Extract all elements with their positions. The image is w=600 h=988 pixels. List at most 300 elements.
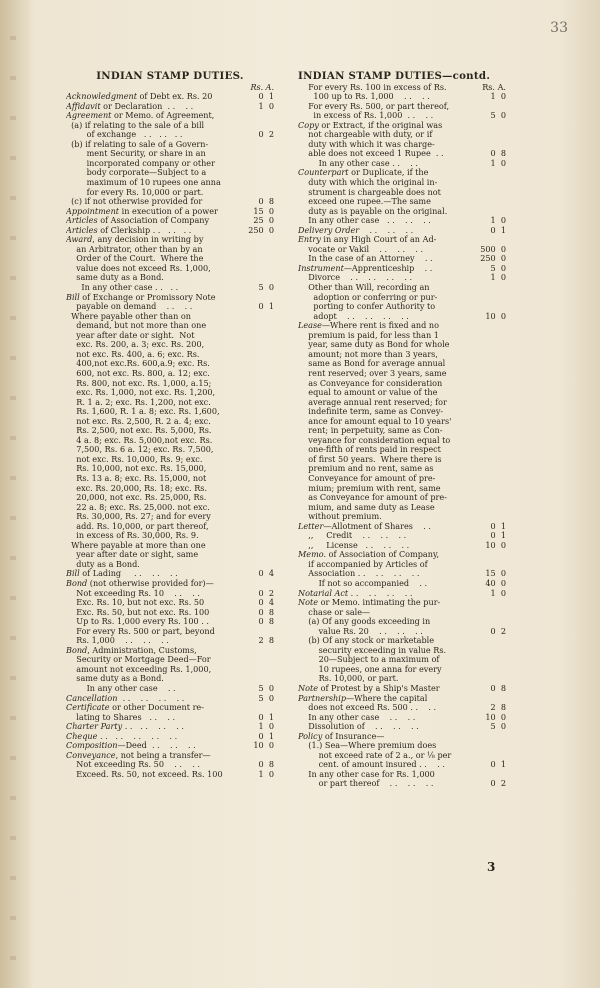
entry-text: Not exceeding Rs. 50 . . . . — [66, 760, 200, 770]
entry-text: an Arbitrator, other than by an — [66, 244, 203, 254]
entry-text: average annual rent reserved; for — [298, 397, 447, 407]
duty-entry-line — [298, 741, 506, 751]
duty-entry-line — [66, 732, 274, 742]
duty-entry-line — [298, 732, 506, 742]
duty-entry-line — [66, 121, 274, 131]
duty-entry-line — [298, 207, 506, 217]
entry-text: Counterpart or Duplicate, if the — [298, 168, 429, 178]
entry-text: For every Rs. 100 in excess of Rs. — [298, 82, 447, 92]
entry-amount: 0 8 — [490, 683, 506, 693]
duty-entry-line — [66, 273, 274, 283]
entry-text: In any other case . . . . — [66, 283, 179, 293]
entry-text: Rs. 10,000, or part. — [298, 674, 399, 684]
entry-text: lating to Shares . . . . — [66, 712, 176, 722]
entry-text: Bond, Administration, Customs, — [66, 645, 197, 655]
duty-entry-line — [298, 579, 506, 589]
entry-text: Award, any decision in writing by — [66, 235, 204, 245]
entry-text: mium, and same duty as Lease — [298, 502, 435, 512]
entry-amount: 2 8 — [490, 702, 506, 713]
entry-text: Conveyance, not being a transfer— — [66, 750, 211, 760]
duty-entry-line — [298, 760, 506, 770]
entry-text: Certificate or other Document re- — [66, 703, 204, 713]
entry-text: same as Bond for average annual — [298, 359, 446, 369]
duty-entry-line — [298, 321, 506, 331]
entry-text: one-fifth of rents paid in respect — [298, 445, 441, 455]
duty-entry-line — [298, 283, 506, 293]
entry-amount: 40 0 — [485, 577, 506, 588]
duty-entry-line — [66, 264, 274, 274]
entry-amount: 1 0 — [490, 215, 506, 226]
entry-amount: 1 0 — [490, 91, 506, 102]
entry-amount: 0 2 — [490, 778, 506, 789]
entry-text: 7,500, Rs. 6 a. 12; exc. Rs. 7,500, — [66, 445, 214, 455]
entry-text: duty as is payable on the original. — [298, 206, 448, 216]
duty-entry-line — [298, 713, 506, 723]
entry-text: For every Rs. 500 or part, beyond — [66, 626, 215, 636]
entry-text: indefinite term, same as Convey- — [298, 407, 444, 417]
entry-text: Conveyance for amount of pre- — [298, 473, 436, 483]
duty-entry-line — [66, 245, 274, 255]
duty-entry-line — [298, 503, 506, 513]
entry-amount: 0 4 — [258, 568, 274, 579]
duty-entry-line — [66, 484, 274, 494]
duty-entry-line — [298, 550, 506, 560]
duty-entry-line — [66, 302, 274, 312]
entry-text: Rs. 1,000 . . . . . . — [66, 636, 169, 646]
entry-amount: 0 1 — [258, 301, 274, 312]
entry-text: 10 rupees, one anna for every — [298, 664, 442, 674]
duty-entry-line — [66, 359, 274, 369]
duty-entry-line — [66, 589, 274, 599]
entry-amount: 0 1 — [258, 730, 274, 741]
entry-text: Rs. 10,000, not exc. Rs. 15,000, — [66, 464, 207, 474]
entry-amount: 10 0 — [485, 310, 506, 321]
entry-text: Agreement or Memo. of Agreement, — [66, 111, 215, 121]
entry-text: Entry in any High Court of an Ad- — [298, 235, 437, 245]
entry-text: does not exceed Rs. 500 . . . . — [298, 703, 437, 713]
entry-amount: 0 2 — [258, 129, 274, 140]
duty-entry-line — [298, 417, 506, 427]
entry-text: Note or Memo. intimating the pur- — [298, 598, 441, 608]
duty-entry-line — [66, 617, 274, 627]
duty-entry-line — [66, 703, 274, 713]
duty-entry-line — [298, 340, 506, 350]
duty-entry-line — [66, 531, 274, 541]
duty-entry-line — [66, 770, 274, 780]
duty-entry-line — [66, 665, 274, 675]
entry-text: Note of Protest by a Ship's Master — [298, 684, 440, 693]
duty-entry-line — [298, 178, 506, 188]
entry-text: as Conveyance for amount of pre- — [298, 493, 447, 503]
entry-text: Composition—Deed . . . . . . — [66, 741, 196, 751]
entry-text: Where payable other than on — [66, 311, 191, 321]
page-binding-edge — [0, 0, 34, 988]
entry-text: amount; not more than 3 years, — [298, 349, 438, 359]
entry-text: duty with which the original in- — [298, 178, 438, 188]
duty-entry-line — [298, 617, 506, 627]
duty-entry-line — [298, 474, 506, 484]
entry-text: amount not exceeding Rs. 1,000, — [66, 664, 212, 674]
duty-entry-line — [66, 111, 274, 121]
entry-text: (a) if relating to the sale of a bill — [66, 120, 205, 130]
entry-amount: 1 0 — [490, 587, 506, 598]
duty-entry-line — [298, 493, 506, 503]
duty-entry-line — [298, 655, 506, 665]
left-column-unit-header: Rs. A. — [250, 82, 274, 92]
duty-entry-line — [298, 226, 506, 236]
entry-text: Articles of Clerkship . . . . . . — [66, 225, 192, 235]
entry-amount: 1 0 — [258, 721, 274, 732]
duty-entry-line — [66, 159, 274, 169]
entry-text: Rs. 30,000, Rs. 27; and for every — [66, 512, 211, 522]
duty-entry-line — [66, 350, 274, 360]
duty-entry-line — [298, 159, 506, 169]
duty-entry-line — [298, 722, 506, 732]
entry-text: able does not exceed 1 Rupee . . — [298, 149, 444, 159]
entry-text: incorporated company or other — [66, 158, 215, 168]
duty-entry-line — [298, 293, 506, 303]
duty-entry-line — [298, 407, 506, 417]
entry-text: Order of the Court. Where the — [66, 254, 204, 264]
entry-amount: 5 0 — [258, 692, 274, 703]
duty-entry-line — [66, 541, 274, 551]
entry-text: Exc. Rs. 50, but not exc. Rs. 100 — [66, 607, 210, 617]
entry-amount: Rs. A. — [482, 81, 506, 92]
left-column-title: INDIAN STAMP DUTIES. — [96, 70, 244, 82]
duty-entry-line — [298, 779, 506, 789]
duty-entry-line — [298, 541, 506, 551]
duty-entry-line — [66, 627, 274, 637]
duty-entry-line — [66, 445, 274, 455]
right-column — [298, 72, 506, 789]
duty-entry-line — [298, 569, 506, 579]
entry-amount: 5 0 — [490, 721, 506, 732]
duty-entry-line — [298, 751, 506, 761]
duty-entry-line — [298, 455, 506, 465]
duty-entry-line — [66, 388, 274, 398]
entry-text: year after date or sight, same — [66, 550, 199, 560]
entry-amount: 250 0 — [248, 224, 274, 235]
entry-text: premium and no rent, same as — [298, 464, 434, 474]
duty-entry-line — [298, 197, 506, 207]
entry-amount: 0 1 — [490, 520, 506, 531]
entry-text: In any other case . . . . . . — [298, 216, 431, 226]
entry-text: In any other case . . — [66, 684, 176, 693]
duty-entry-line — [66, 474, 274, 484]
duty-entry-line — [298, 245, 506, 255]
duty-entry-line — [298, 398, 506, 408]
duty-entry-line — [298, 426, 506, 436]
duty-entry-line — [66, 178, 274, 188]
duty-entry-line — [66, 598, 274, 608]
entry-amount: 5 0 — [258, 282, 274, 293]
entry-text: In any other case for Rs. 1,000 — [298, 769, 435, 779]
entry-text: exc. Rs. 200, a. 3; exc. Rs. 200, — [66, 340, 205, 350]
entry-text: Partnership—Where the capital — [298, 693, 428, 703]
duty-entry-line — [298, 188, 506, 198]
entry-text: Rs. 1,600, R. 1 a. 8; exc. Rs. 1,600, — [66, 407, 220, 417]
duty-entry-line — [66, 455, 274, 465]
entry-text: cent. of amount insured . . . . — [298, 760, 445, 770]
entry-text: Other than Will, recording an — [298, 283, 430, 293]
entry-text: duty as a Bond. — [66, 559, 140, 569]
entry-text: veyance for consideration equal to — [298, 435, 451, 445]
duty-entry-line — [298, 512, 506, 522]
duty-entry-line — [298, 121, 506, 131]
entry-text: Affidavit or Declaration . . . . — [66, 101, 194, 111]
corner-annotation: 33 — [550, 20, 568, 36]
duty-entry-line — [298, 302, 506, 312]
entry-text: not exc. Rs. 10,000, Rs. 9; exc. — [66, 454, 203, 464]
entry-amount: 1 0 — [258, 100, 274, 111]
entry-text: ,, Credit . . . . . . — [298, 531, 407, 541]
duty-entry-line — [298, 83, 506, 93]
duty-entry-line — [298, 254, 506, 264]
entry-amount: 10 0 — [253, 740, 274, 751]
duty-entry-line — [66, 493, 274, 503]
entry-text: 4 a. 8; exc. Rs. 5,000,not exc. Rs. — [66, 435, 213, 445]
duty-entry-line — [298, 665, 506, 675]
entry-text: equal to amount or value of the — [298, 388, 438, 398]
entry-text: not exc. Rs. 400, a. 6; exc. Rs. — [66, 349, 200, 359]
right-column-entries — [298, 83, 506, 789]
duty-entry-line — [66, 168, 274, 178]
entry-amount: 0 8 — [258, 196, 274, 207]
duty-entry-line — [66, 550, 274, 560]
entry-text: year, same duty as Bond for whole — [298, 340, 450, 350]
entry-text: without premium. — [298, 512, 382, 522]
entry-text: 600, not exc. Rs. 800, a. 12; exc. — [66, 368, 210, 378]
duty-entry-line — [66, 149, 274, 159]
entry-amount: 0 1 — [258, 711, 274, 722]
entry-text: not exc. Rs. 2,500, R. 2 a. 4; exc. — [66, 416, 211, 426]
duty-entry-line — [298, 484, 506, 494]
entry-amount: 0 8 — [490, 148, 506, 159]
entry-text: If not so accompanied . . — [298, 578, 428, 588]
entry-text: Exceed. Rs. 50, not exceed. Rs. 100 — [66, 769, 223, 779]
duty-entry-line — [66, 226, 274, 236]
duty-entry-line — [66, 674, 274, 684]
entry-amount: 0 1 — [258, 91, 274, 102]
duty-entry-line — [66, 331, 274, 341]
left-column-entries — [66, 92, 274, 779]
entry-amount: 0 1 — [490, 224, 506, 235]
entry-text: in excess of Rs. 30,000, Rs. 9. — [66, 531, 199, 541]
duty-entry-line — [66, 608, 274, 618]
entry-text: Not exceeding Rs. 10 . . . . — [66, 588, 200, 598]
duty-entry-line — [298, 531, 506, 541]
entry-text: not chargeable with duty, or if — [298, 130, 433, 140]
duty-entry-line — [66, 751, 274, 761]
entry-text: Notarial Act . . . . . . . . — [298, 588, 413, 598]
duty-entry-line — [66, 760, 274, 770]
duty-entry-line — [66, 216, 274, 226]
duty-entry-line — [66, 426, 274, 436]
entry-text: Up to Rs. 1,000 every Rs. 100 . . — [66, 617, 210, 627]
duty-entry-line — [66, 130, 274, 140]
entry-text: Rs. 13 a. 8; exc. Rs. 15,000, not — [66, 473, 207, 483]
entry-text: premium is paid, for less than 1 — [298, 330, 439, 340]
duty-entry-line — [298, 379, 506, 389]
entry-amount: 0 8 — [258, 616, 274, 627]
duty-entry-line — [66, 741, 274, 751]
entry-text: 20—Subject to a maximum of — [298, 655, 440, 665]
duty-entry-line — [298, 369, 506, 379]
duty-entry-line — [298, 436, 506, 446]
entry-text: of first 50 years. Where there is — [298, 454, 442, 464]
duty-entry-line — [66, 503, 274, 513]
duty-entry-line — [298, 331, 506, 341]
entry-text: as Conveyance for consideration — [298, 378, 443, 388]
entry-text: body corporate—Subject to a — [66, 168, 207, 178]
entry-text: add. Rs. 10,000, or part thereof, — [66, 521, 209, 531]
entry-text: Cancellation . . . . . . . . — [66, 693, 185, 703]
entry-text: Rs. 2,500, not exc. Rs. 5,000, Rs. — [66, 426, 212, 436]
entry-amount: 10 0 — [485, 711, 506, 722]
duty-entry-line — [298, 92, 506, 102]
entry-text: 20,000, not exc. Rs. 25,000, Rs. — [66, 493, 207, 503]
entry-amount: 0 2 — [490, 625, 506, 636]
entry-amount: 0 1 — [490, 530, 506, 541]
page-number: 3 — [487, 860, 496, 874]
right-column-title: INDIAN STAMP DUTIES—contd. — [298, 70, 491, 82]
duty-entry-line — [298, 694, 506, 704]
duty-entry-line — [66, 722, 274, 732]
entry-text: Charter Party . . . . . . . . — [66, 722, 184, 732]
entry-text: exceed one rupee.—The same — [298, 197, 431, 207]
entry-text: (1.) Sea—Where premium does — [298, 741, 437, 751]
entry-text: In any other case . . . . — [298, 158, 418, 168]
duty-entry-line — [298, 627, 506, 637]
entry-text: Letter—Allotment of Shares . . — [298, 521, 431, 531]
duty-entry-line — [66, 646, 274, 656]
entry-text: Instrument—Apprenticeship . . — [298, 263, 433, 273]
duty-entry-line — [298, 312, 506, 322]
duty-entry-line — [298, 102, 506, 112]
entry-text: In any other case . . . . — [298, 712, 416, 722]
duty-entry-line — [298, 350, 506, 360]
duty-entry-line — [298, 273, 506, 283]
duty-entry-line — [66, 197, 274, 207]
duty-entry-line — [66, 636, 274, 646]
duty-entry-line — [66, 560, 274, 570]
duty-entry-line — [298, 149, 506, 159]
duty-entry-line — [298, 168, 506, 178]
entry-text: same duty as a Bond. — [66, 273, 164, 283]
duty-entry-line — [66, 207, 274, 217]
duty-entry-line — [298, 636, 506, 646]
entry-text: ,, License . . . . . . — [298, 540, 410, 550]
duty-entry-line — [66, 407, 274, 417]
entry-text: duty with which it was charge- — [298, 139, 435, 149]
entry-text: 100 up to Rs. 1,000 . . . . — [298, 92, 430, 102]
duty-entry-line — [66, 92, 274, 102]
entry-text: maximum of 10 rupees one anna — [66, 178, 221, 188]
entry-text: (b) if relating to sale of a Govern- — [66, 139, 209, 149]
entry-text: strument is chargeable does not — [298, 187, 441, 197]
duty-entry-line — [66, 140, 274, 150]
entry-amount: 1 0 — [258, 768, 274, 779]
entry-text: Acknowledgment of Debt ex. Rs. 20 — [66, 92, 213, 102]
entry-text: not exceed rate of 2 a., or ⅛ per — [298, 750, 452, 760]
duty-entry-line — [66, 293, 274, 303]
duty-entry-line — [66, 694, 274, 704]
entry-text: value Rs. 20 . . . . . . — [298, 626, 423, 636]
entry-text: rent reserved; over 3 years, same — [298, 368, 447, 378]
entry-text: (b) Of any stock or marketable — [298, 636, 435, 646]
duty-entry-line — [66, 102, 274, 112]
entry-amount: 5 0 — [490, 262, 506, 273]
duty-entry-line — [298, 608, 506, 618]
entry-amount: 0 4 — [258, 597, 274, 608]
entry-text: Delivery Order . . . . . . — [298, 225, 414, 235]
duty-entry-line — [298, 646, 506, 656]
duty-entry-line — [298, 522, 506, 532]
duty-entry-line — [66, 369, 274, 379]
entry-amount: 5 0 — [258, 683, 274, 693]
duty-entry-line — [298, 388, 506, 398]
duty-entry-line — [298, 674, 506, 684]
entry-text: 22 a. 8; exc. Rs. 25,000. not exc. — [66, 502, 210, 512]
entry-amount: 5 0 — [490, 110, 506, 121]
duty-entry-line — [298, 264, 506, 274]
entry-text: year after date or sight. Not — [66, 330, 195, 340]
entry-text: demand, but not more than one — [66, 321, 207, 331]
entry-text: rent; in perpetuity, same as Con- — [298, 426, 443, 436]
entry-text: (c) if not otherwise provided for — [66, 197, 203, 207]
duty-entry-line — [66, 254, 274, 264]
entry-text: Bill of Lading . . . . . . — [66, 569, 178, 579]
duty-entry-line — [66, 321, 274, 331]
entry-text: ment Security, or share in an — [66, 149, 206, 159]
duty-entry-line — [66, 340, 274, 350]
entry-text: Security or Mortgage Deed—For — [66, 655, 211, 665]
stitch-holes — [10, 0, 16, 988]
duty-entry-line — [66, 436, 274, 446]
duty-entry-line — [298, 216, 506, 226]
entry-text: Association . . . . . . . . — [298, 569, 420, 579]
duty-entry-line — [298, 111, 506, 121]
entry-text: security exceeding in value Rs. — [298, 645, 447, 655]
entry-text: Bill of Exchange or Promissory Note — [66, 292, 216, 302]
duty-entry-line — [66, 312, 274, 322]
duty-entry-line — [66, 417, 274, 427]
entry-text: same duty as a Bond. — [66, 674, 164, 684]
duty-entry-line — [66, 398, 274, 408]
entry-amount: 0 8 — [258, 759, 274, 770]
duty-entry-line — [298, 598, 506, 608]
entry-amount: 500 0 — [480, 243, 506, 254]
entry-text: of exchange . . . . . . — [66, 130, 183, 140]
entry-text: 400,not exc.Rs. 600,a.9; exc. Rs. — [66, 359, 210, 369]
entry-text: Bond (not otherwise provided for)— — [66, 578, 214, 588]
entry-text: Copy or Extract, if the original was — [298, 120, 443, 130]
entry-text: mium; premium with rent, same — [298, 483, 441, 493]
entry-amount: 2 8 — [258, 635, 274, 646]
entry-amount: 0 8 — [258, 606, 274, 617]
entry-amount: 250 0 — [480, 253, 506, 264]
entry-text: payable on demand . . . . — [66, 302, 193, 312]
entry-amount: 1 0 — [490, 272, 506, 283]
entry-text: Divorce . . . . . . . . — [298, 273, 413, 283]
entry-text: Cheque . . . . . . . . . . — [66, 731, 178, 741]
entry-text: Exc. Rs. 10, but not exc. Rs. 50 — [66, 598, 205, 608]
entry-amount: 1 0 — [490, 157, 506, 168]
entry-text: Memo. of Association of Company, — [298, 550, 440, 560]
duty-entry-line — [298, 130, 506, 140]
entry-amount: 25 0 — [253, 215, 274, 226]
entry-text: Policy of Insurance— — [298, 731, 385, 741]
